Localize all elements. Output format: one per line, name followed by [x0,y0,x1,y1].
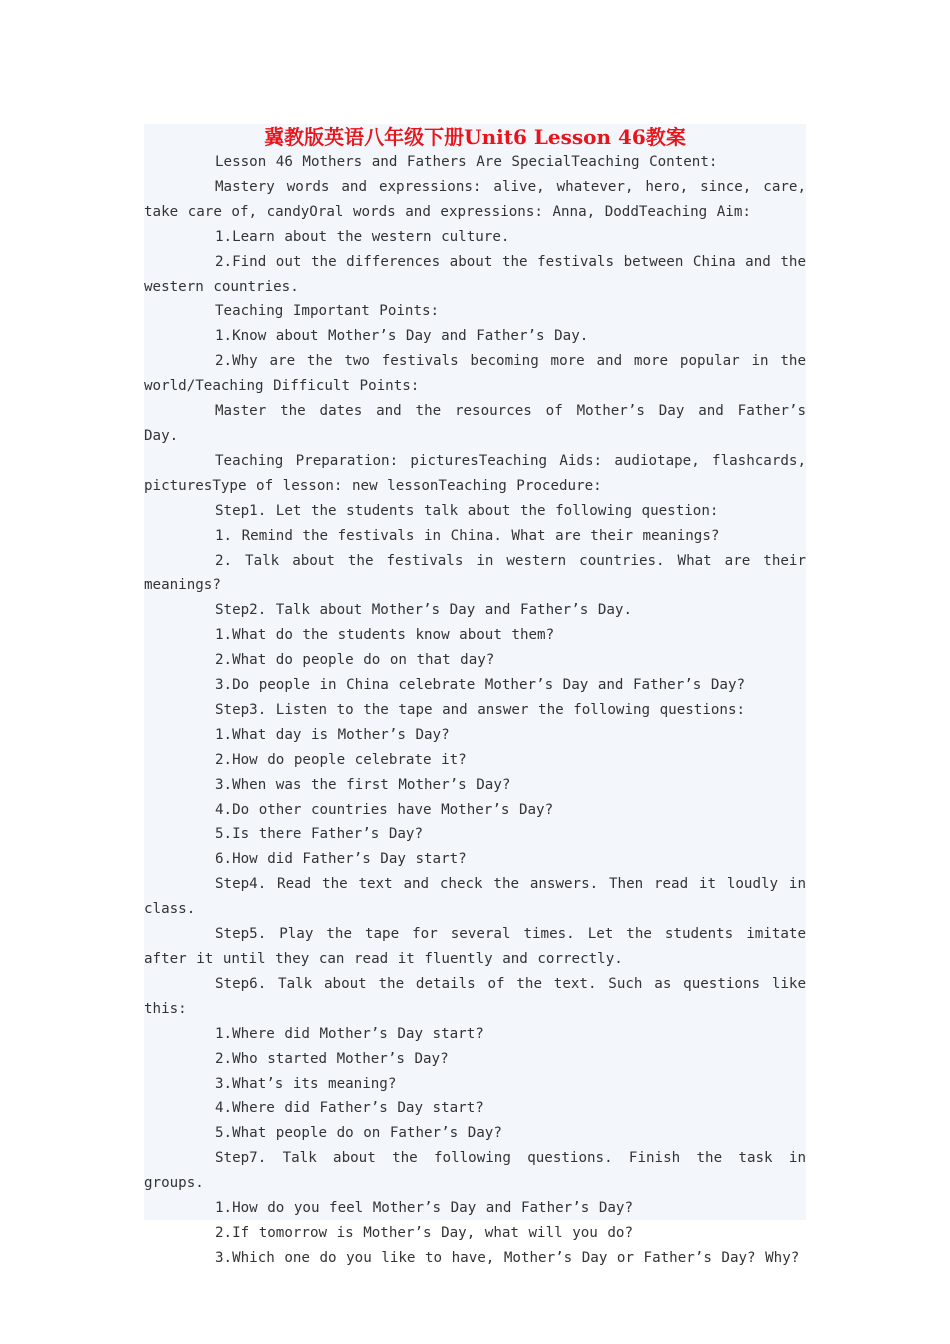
paragraph: 2.Who started Mother’s Day? [215,1050,449,1067]
paragraph: 1. Remind the festivals in China. What are their meanings? [215,527,720,544]
paragraph: 5.What people do on Father’s Day? [215,1125,502,1142]
paragraph: 2. Talk about the festivals in western countries. What are their meanings? [144,552,806,594]
paragraph: Step2. Talk about Mother’s Day and Father’s Day. [215,602,632,619]
paragraph: 1.What do the students know about them? [215,627,555,644]
paragraph: 1.Learn about the western culture. [215,228,510,245]
paragraph: 4.Where did Father’s Day start? [215,1100,484,1117]
paragraph: Step7. Talk about the following questions. Finish the task in groups. [144,1150,806,1192]
paragraph: 5.Is there Father’s Day? [215,826,423,843]
paragraph: 2.How do people celebrate it? [215,751,467,768]
paragraph: Teaching Important Points: [215,303,440,320]
paragraph: 2.Find out the differences about the festivals between China and the western countries. [144,253,806,295]
paragraph: Lesson 46 Mothers and Fathers Are SpecialTeaching Content: [215,154,718,170]
paragraph: 6.How did Father’s Day start? [215,851,467,868]
paragraph: Step5. Play the tape for several times. Let the students imitate after it until they can read it fluently and correctly. [144,926,806,967]
paragraph: 2.Why are the two festivals becoming more and more popular in the world/Teaching Difficult Points: [144,353,806,395]
paragraph: Master the dates and the resources of Mother’s Day and Father’s Day. [144,403,806,444]
paragraph: Step3. Listen to the tape and answer the following questions: [215,701,746,718]
paragraph: Teaching Preparation: picturesTeaching Aids: audiotape, flashcards, picturesType of lesson: new lessonTeaching Procedure: [144,452,806,494]
paragraph: 4.Do other countries have Mother’s Day? [215,801,554,818]
paragraph: 2.What do people do on that day? [215,652,495,669]
paragraph: 1.How do you feel Mother’s Day and Father’s Day? [215,1200,633,1217]
paragraph: 1.Know about Mother’s Day and Father’s Day. [215,328,589,345]
paragraph: 3.Do people in China celebrate Mother’s Day and Father’s Day? [215,677,746,694]
paragraph: 2.If tomorrow is Mother’s Day, what will you do? [215,1224,633,1241]
paragraph: 1.What day is Mother’s Day? [215,726,450,743]
lesson-body [144,150,806,1271]
document-title: 冀教版英语八年级下册Unit6 Lesson 46教案 [264,125,686,149]
paragraph: Mastery words and expressions: alive, whatever, hero, since, care, take care of, candyOral words and expressions: Anna, DoddTeaching Aim: [144,178,806,220]
paragraph: Step6. Talk about the details of the text. Such as questions like this: [144,975,806,1017]
paragraph: 3.What’s its meaning? [215,1075,397,1092]
paragraph: 1.Where did Mother’s Day start? [215,1025,484,1042]
paragraph: 3.Which one do you like to have, Mother’s Day or Father’s Day? Why? [215,1249,800,1266]
paragraph: 3.When was the first Mother’s Day? [215,776,511,793]
paragraph: Step1. Let the students talk about the following question: [215,502,719,519]
paragraph: Step4. Read the text and check the answers. Then read it loudly in class. [144,876,806,918]
